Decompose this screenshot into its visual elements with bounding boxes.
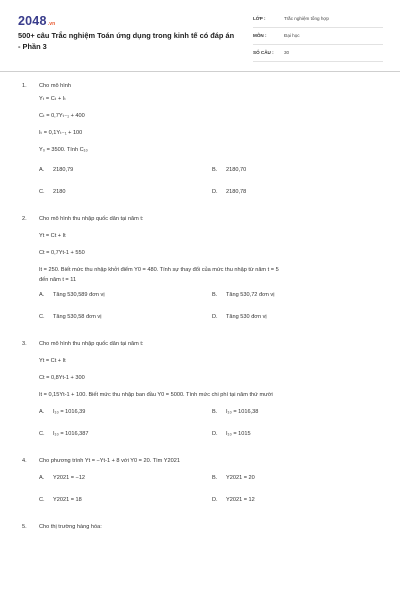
answer-row [0, 183, 400, 205]
spacer [0, 330, 400, 338]
answer-row [0, 403, 400, 425]
option-letter: C. [39, 497, 45, 503]
question-line-text: Yt = Ct + It [39, 358, 66, 364]
answer-option-a[interactable] [39, 409, 85, 415]
option-letter: D. [212, 431, 218, 437]
answer-row [0, 308, 400, 330]
question-text: Cho mô hình thu nhập quốc dân tại năm t: [39, 216, 144, 222]
option-letter: B. [212, 475, 218, 481]
answer-option-c[interactable] [39, 189, 65, 195]
question-line [0, 372, 400, 389]
answer-option-b[interactable] [212, 167, 246, 173]
document-header [0, 0, 400, 68]
option-letter: D. [212, 497, 218, 503]
option-text: Y2021 = 12 [226, 497, 255, 503]
question-line-text: Ct = 0,8Yt-1 + 300 [39, 375, 85, 381]
meta-value: Đại học [284, 33, 300, 38]
question-number: 3. [22, 341, 27, 347]
question-line-text: It = 0,15Yt-1 + 100. Biết mức thu nhập ban đầu Y0 = 5000. Tính mức chi phí tại năm thứ mười [39, 392, 273, 398]
option-text: Tăng 530,589 đơn vị [53, 292, 105, 298]
question-line [0, 264, 400, 274]
option-text: 2180,70 [226, 167, 247, 173]
option-text: 2180,78 [226, 189, 247, 195]
meta-value: Trắc nghiệm tổng hợp [284, 16, 329, 21]
question-number: 1. [22, 83, 27, 89]
question-line [0, 110, 400, 127]
option-letter: C. [39, 431, 45, 437]
spacer [0, 205, 400, 213]
answer-option-a[interactable] [39, 292, 105, 298]
meta-value: 30 [284, 50, 290, 55]
option-text: 2180 [53, 189, 66, 195]
option-text: I₁₀ = 1016,39 [53, 409, 86, 415]
question-stem-line [0, 213, 400, 230]
meta-label: MÔN : [253, 33, 267, 38]
answer-row [0, 286, 400, 308]
meta-label: LỚP : [253, 16, 266, 21]
logo-main: 2048 [18, 14, 47, 28]
answer-option-b[interactable] [212, 292, 274, 298]
question-line [0, 274, 400, 286]
question-5 [0, 521, 400, 534]
option-letter: B. [212, 409, 218, 415]
answer-option-c[interactable] [39, 431, 88, 437]
option-text: I₁₀ = 1015 [226, 431, 251, 437]
option-text: Y2021 = 20 [226, 475, 255, 481]
answer-option-b[interactable] [212, 409, 258, 415]
option-letter: D. [212, 314, 218, 320]
question-stem-line [0, 338, 400, 355]
site-logo[interactable] [18, 14, 55, 28]
option-text: 2180,79 [53, 167, 74, 173]
logo-suffix: .vn [47, 21, 56, 27]
question-line-text: Ct = 0,7Yt-1 + 550 [39, 250, 85, 256]
option-letter: A. [39, 292, 45, 298]
answer-option-d[interactable] [212, 314, 267, 320]
spacer [0, 447, 400, 455]
question-text: Cho mô hình [39, 83, 72, 89]
question-number: 4. [22, 458, 27, 464]
question-line-text: Cₜ = 0,7Yₜ₋₁ + 400 [39, 113, 85, 119]
question-line [0, 127, 400, 144]
option-letter: C. [39, 189, 45, 195]
question-3 [0, 338, 400, 447]
answer-option-d[interactable] [212, 497, 255, 503]
question-line-text: Iₜ = 0,1Yₜ₋₁ + 100 [39, 130, 83, 136]
option-text: Tăng 530,72 đơn vị [226, 292, 275, 298]
answer-option-c[interactable] [39, 497, 82, 503]
answer-option-d[interactable] [212, 189, 246, 195]
question-stem-line [0, 80, 400, 93]
question-line-text: Yt = Ct + It [39, 233, 66, 239]
option-letter: A. [39, 409, 45, 415]
question-line-text: đến năm t = 11 [39, 277, 77, 283]
document-title: 500+ câu Trắc nghiệm Toán ứng dụng trong kinh tế có đáp án - Phần 3 [18, 31, 235, 51]
question-line-text: Yₜ = Cₜ + Iₜ [39, 96, 67, 102]
option-letter: C. [39, 314, 45, 320]
option-letter: D. [212, 189, 218, 195]
question-line [0, 355, 400, 372]
question-2 [0, 213, 400, 330]
option-text: Tăng 530,58 đơn vị [53, 314, 102, 320]
question-line [0, 247, 400, 264]
spacer [0, 513, 400, 521]
meta-label: SỐ CÂU : [253, 50, 274, 55]
answer-row [0, 491, 400, 513]
option-text: Y2021 = 18 [53, 497, 82, 503]
answer-option-d[interactable] [212, 431, 251, 437]
question-line [0, 389, 400, 403]
meta-info [253, 14, 383, 65]
meta-row-subject [253, 31, 383, 45]
question-line-text: Y₀ = 3500. Tính C₁₀ [39, 147, 88, 153]
option-letter: B. [212, 167, 218, 173]
option-letter: A. [39, 167, 45, 173]
option-text: I₁₀ = 1016,38 [226, 409, 259, 415]
question-number: 5. [22, 524, 27, 530]
question-line [0, 93, 400, 110]
question-text: Cho mô hình thu nhập quốc dân tại năm t: [39, 341, 144, 347]
option-letter: B. [212, 292, 218, 298]
answer-row [0, 161, 400, 183]
question-4 [0, 455, 400, 513]
question-text: Cho phương trình Yt = −Yt-1 + 8 với Y0 = 20. Tìm Y2021 [39, 458, 180, 464]
option-letter: A. [39, 475, 45, 481]
question-1 [0, 80, 400, 205]
answer-option-b[interactable] [212, 475, 255, 481]
meta-row-class [253, 14, 383, 28]
answer-row [0, 469, 400, 491]
question-line [0, 144, 400, 161]
answer-option-a[interactable] [39, 475, 85, 481]
option-text: Tăng 530 đơn vị [226, 314, 267, 320]
answer-option-a[interactable] [39, 167, 73, 173]
answer-option-c[interactable] [39, 314, 101, 320]
question-line-text: It = 250. Biết mức thu nhập khởi điểm Y0 = 480. Tính sự thay đổi của mức thu nhập từ năm t = 5 [39, 267, 279, 273]
question-line [0, 230, 400, 247]
answer-row [0, 425, 400, 447]
question-stem-line [0, 521, 400, 534]
question-list [0, 80, 400, 534]
question-stem-line [0, 455, 400, 469]
meta-row-count [253, 48, 383, 62]
question-text: Cho thị trường hàng hóa: [39, 524, 102, 530]
option-text: I₁₀ = 1016,387 [53, 431, 89, 437]
header-divider [0, 71, 400, 72]
question-number: 2. [22, 216, 27, 222]
option-text: Y2021 = −12 [53, 475, 86, 481]
